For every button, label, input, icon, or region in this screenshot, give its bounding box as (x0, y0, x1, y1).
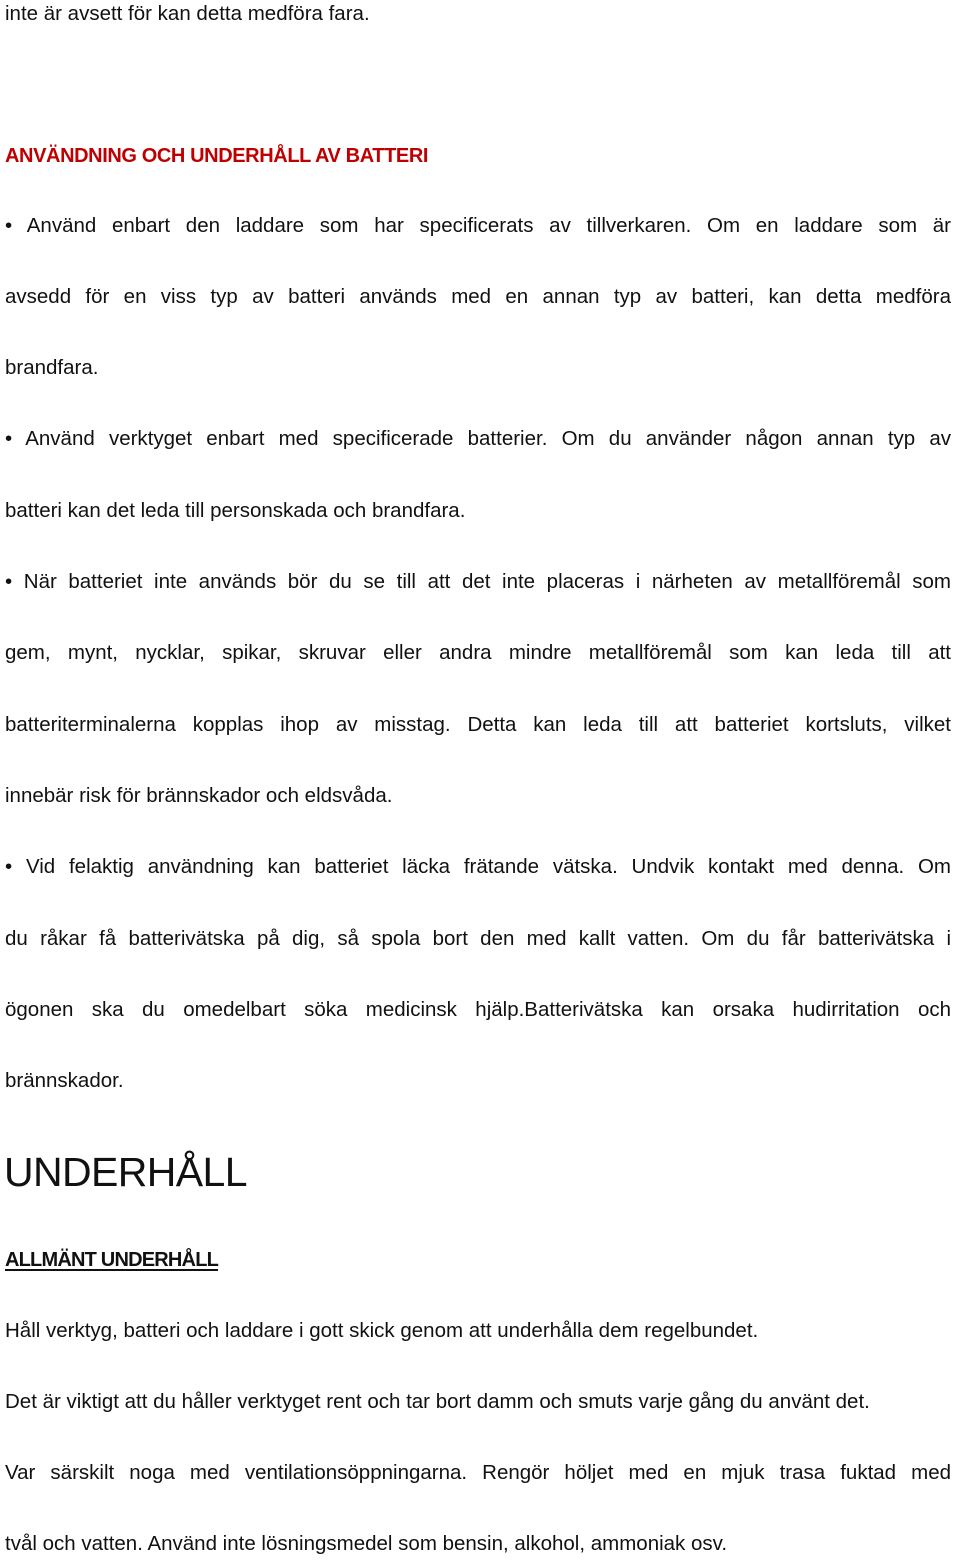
battery-bullet-1-line-3: brandfara. (5, 356, 99, 379)
battery-bullet-4-line-3: ögonen ska du omedelbart söka medicinsk hjälp.Batterivätska kan orsaka hudirritation och (5, 998, 951, 1021)
battery-bullet-2-line-1: • Använd verktyget enbart med specificerade batterier. Om du använder någon annan typ av (5, 427, 951, 450)
battery-bullet-4-line-2: du råkar få batterivätska på dig, så spola bort den med kallt vatten. Om du får batterivätska i (5, 927, 951, 950)
battery-bullet-1-line-2: avsedd för en viss typ av batteri används med en annan typ av batteri, kan detta medföra (5, 285, 951, 308)
maintenance-title: UNDERHÅLL (4, 1149, 247, 1195)
battery-bullet-1-line-1: • Använd enbart den laddare som har specificerats av tillverkaren. Om en laddare som är (5, 214, 951, 237)
battery-bullet-3-line-3: batteriterminalerna kopplas ihop av misstag. Detta kan leda till att batteriet kortsluts, vilket (5, 713, 951, 736)
battery-bullet-3-line-2: gem, mynt, nycklar, spikar, skruvar eller andra mindre metallföremål som kan leda till att (5, 641, 951, 664)
battery-bullet-2-line-2: batteri kan det leda till personskada och brandfara. (5, 499, 466, 522)
battery-bullet-3-line-1: • När batteriet inte används bör du se till att det inte placeras i närheten av metallföremål som (5, 570, 951, 593)
maintenance-paragraph-2: Det är viktigt att du håller verktyget rent och tar bort damm och smuts varje gång du använt det. (5, 1390, 870, 1413)
maintenance-paragraph-3-line-2: tvål och vatten. Använd inte lösningsmedel som bensin, alkohol, ammoniak osv. (5, 1532, 728, 1555)
general-maintenance-subheading: ALLMÄNT UNDERHÅLL (5, 1249, 219, 1271)
maintenance-paragraph-3-line-1: Var särskilt noga med ventilationsöppningarna. Rengör höljet med en mjuk trasa fuktad med (5, 1461, 951, 1484)
intro-line: inte är avsett för kan detta medföra fara. (5, 2, 370, 25)
maintenance-paragraph-1: Håll verktyg, batteri och laddare i gott skick genom att underhålla dem regelbundet. (5, 1319, 759, 1342)
battery-bullet-4-line-1: • Vid felaktig användning kan batteriet läcka frätande vätska. Undvik kontakt med denna. Om (5, 855, 951, 878)
battery-bullet-4-line-4: brännskador. (5, 1069, 124, 1092)
battery-bullet-3-line-4: innebär risk för brännskador och eldsvåda. (5, 784, 393, 807)
battery-section-heading: ANVÄNDNING OCH UNDERHÅLL AV BATTERI (5, 145, 429, 167)
